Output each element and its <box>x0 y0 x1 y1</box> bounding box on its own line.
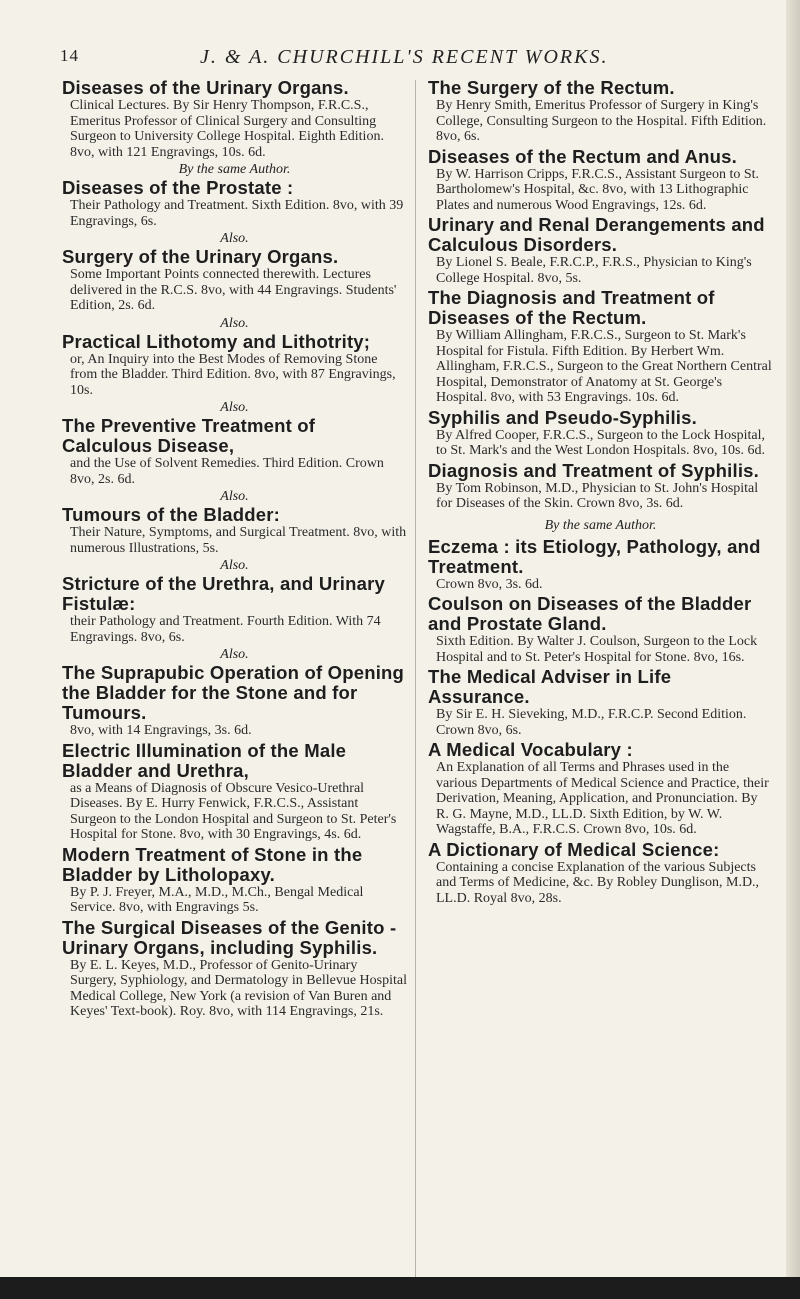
book-description: Crown 8vo, 3s. 6d. <box>436 576 543 592</box>
book-title: Syphilis and Pseudo-Syphilis. <box>428 406 697 428</box>
book-description: Containing a concise Explanation of the various Subjects and Terms of Medicine, &c. By Robley Dunglison, M.D., LL.D. Royal 8vo, 28s. <box>436 859 760 906</box>
book-description: By Sir E. H. Sieveking, M.D., F.R.C.P. Second Edition. Crown 8vo, 6s. <box>436 707 747 738</box>
also-note: Also. <box>220 231 249 246</box>
also-note: Also. <box>220 489 249 504</box>
book-description: or, An Inquiry into the Best Modes of Removing Stone from the Bladder. Third Edition. 8vo, with 87 Engravings, 10s. <box>70 351 396 398</box>
book-description: An Explanation of all Terms and Phrases used in the various Departments of Medical Science and Practice, their Derivation, Meaning, Application, and Pronunciation. By R. G. Mayne, M.D., LL.D. Sixth Edition, by W. W. Wagstaffe, B.A., F.R.C.S. Crown 8vo, 10s. 6d. <box>436 760 769 837</box>
book-entry <box>62 663 407 739</box>
page-number: 14 <box>60 46 79 65</box>
book-description: and the Use of Solvent Remedies. Third Edition. Crown 8vo, 2s. 6d. <box>70 456 384 487</box>
book-title: The Surgery of the Rectum. <box>428 77 675 98</box>
page-edge-right <box>786 0 800 1299</box>
book-entry <box>62 416 407 487</box>
book-entry <box>62 178 407 229</box>
book-entry <box>428 840 773 907</box>
book-description: By Tom Robinson, M.D., Physician to St. John's Hospital for Diseases of the Skin. Crown 8vo, 3s. 6d. <box>436 480 759 511</box>
running-title: J. & A. CHURCHILL'S RECENT WORKS. <box>200 46 609 68</box>
book-entry <box>428 667 773 738</box>
book-entry <box>428 408 773 459</box>
book-entry <box>428 215 773 286</box>
book-title: Eczema : its Etiology, Pathology, and Treatment. <box>428 535 761 577</box>
book-entry <box>428 537 773 593</box>
book-entry <box>428 740 773 838</box>
book-description: Their Nature, Symptoms, and Surgical Treatment. 8vo, with numerous Illustrations, 5s. <box>70 525 407 556</box>
also-note: Also. <box>220 647 249 662</box>
book-title: Stricture of the Urethra, and Urinary Fistulæ: <box>62 573 385 614</box>
same-author-note: By the same Author. <box>178 162 291 177</box>
book-entry <box>62 845 407 916</box>
page-header <box>0 46 800 76</box>
also-note: Also. <box>220 558 249 573</box>
book-description: Some Important Points connected therewith. Lectures delivered in the R.C.S. 8vo, with 44 Engravings. Students' Edition, 2s. 6d. <box>70 267 397 313</box>
book-entry <box>62 918 407 1020</box>
right-column <box>428 78 773 908</box>
book-description: By Lionel S. Beale, F.R.C.P., F.R.S., Physician to King's College Hospital. 8vo, 5s. <box>436 255 752 286</box>
book-description: By Henry Smith, Emeritus Professor of Surgery in King's College, Consulting Surgeon to the Hospital. Fifth Edition. 8vo, 6s. <box>436 98 767 144</box>
book-entry <box>62 332 407 399</box>
also-note: Also. <box>220 315 249 331</box>
book-title: Urinary and Renal Derangements and Calculous Disorders. <box>428 214 765 255</box>
left-column <box>62 78 407 1022</box>
book-description: Their Pathology and Treatment. Sixth Edition. 8vo, with 39 Engravings, 6s. <box>70 198 404 229</box>
book-title: Surgery of the Urinary Organs. <box>62 246 339 267</box>
book-entry <box>428 78 773 145</box>
book-title: The Medical Adviser in Life Assurance. <box>428 666 672 707</box>
book-title: Diseases of the Prostate : <box>62 177 294 198</box>
book-description: as a Means of Diagnosis of Obscure Vesico-Urethral Diseases. By E. Hurry Fenwick, F.R.C.S., Assistant Surgeon to the London Hospital and Surgeon to St. Peter's Hospital for Stone. 8vo, with 30 Engravings, 4s. 6d. <box>70 780 397 842</box>
book-title: The Preventive Treatment of Calculous Disease, <box>62 415 316 456</box>
book-title: Diseases of the Rectum and Anus. <box>428 145 737 167</box>
book-description: By W. Harrison Cripps, F.R.C.S., Assistant Surgeon to St. Bartholomew's Hospital, &c. 8vo, with 13 Lithographic Plates and numerous Wood Engravings, 12s. 6d. <box>436 166 760 213</box>
same-author-note: By the same Author. <box>544 517 657 533</box>
book-entry <box>428 461 773 512</box>
book-title: Tumours of the Bladder: <box>62 504 281 525</box>
book-title: Diseases of the Urinary Organs. <box>62 77 349 98</box>
book-title: Practical Lithotomy and Lithotrity; <box>62 330 371 352</box>
book-description: By P. J. Freyer, M.A., M.D., M.Ch., Bengal Medical Service. 8vo, with Engravings 5s. <box>70 884 364 915</box>
book-title: Diagnosis and Treatment of Syphilis. <box>428 459 760 481</box>
book-entry <box>62 574 407 645</box>
book-entry <box>62 741 407 843</box>
also-note: Also. <box>220 400 249 415</box>
book-entry <box>62 247 407 314</box>
column-divider <box>415 80 416 1280</box>
book-description: Clinical Lectures. By Sir Henry Thompson, F.R.C.S., Emeritus Professor of Clinical Surgery and Consulting Surgeon to University College Hospital. Eighth Edition. 8vo, with 121 Engravings, 10s. 6d. <box>70 98 384 160</box>
book-description: By William Allingham, F.R.C.S., Surgeon to St. Mark's Hospital for Fistula. Fifth Edition. By Herbert Wm. Allingham, F.R.C.S., Surgeon to the Great Northern Central Hospital, Demonstrator of Anatomy at St. George's Hospital. 8vo, with 53 Engravings. 10s. 6d. <box>436 328 772 405</box>
book-title: Electric Illumination of the Male Bladder and Urethra, <box>62 739 347 781</box>
book-description: 8vo, with 14 Engravings, 3s. 6d. <box>70 723 252 738</box>
book-title: A Dictionary of Medical Science: <box>428 838 720 860</box>
book-title: Modern Treatment of Stone in the Bladder by Litholopaxy. <box>62 843 363 885</box>
book-description: their Pathology and Treatment. Fourth Edition. With 74 Engravings. 8vo, 6s. <box>70 614 381 645</box>
book-entry <box>62 78 407 160</box>
book-title: The Suprapubic Operation of Opening the Bladder for the Stone and for Tumours. <box>62 662 405 723</box>
page-edge-bottom <box>0 1277 800 1299</box>
book-entry <box>428 594 773 665</box>
book-title: A Medical Vocabulary : <box>428 739 633 760</box>
book-description: By E. L. Keyes, M.D., Professor of Genito-Urinary Surgery, Syphiology, and Dermatology in Bellevue Hospital Medical College, New York (a revision of Van Buren and Keyes' Text-book). Roy. 8vo, with 114 Engravings, 21s. <box>70 957 407 1019</box>
book-title: The Surgical Diseases of the Genito - Urinary Organs, including Syphilis. <box>62 916 397 958</box>
book-entry <box>62 505 407 556</box>
book-title: Coulson on Diseases of the Bladder and Prostate Gland. <box>428 593 752 634</box>
book-title: The Diagnosis and Treatment of Diseases of the Rectum. <box>428 287 715 328</box>
book-entry <box>428 288 773 406</box>
book-entry <box>428 147 773 214</box>
book-description: By Alfred Cooper, F.R.C.S., Surgeon to the Lock Hospital, to St. Mark's and the West London Hospitals. 8vo, 10s. 6d. <box>436 427 765 458</box>
book-description: Sixth Edition. By Walter J. Coulson, Surgeon to the Lock Hospital and to St. Peter's Hospital for Stone. 8vo, 16s. <box>436 634 758 665</box>
